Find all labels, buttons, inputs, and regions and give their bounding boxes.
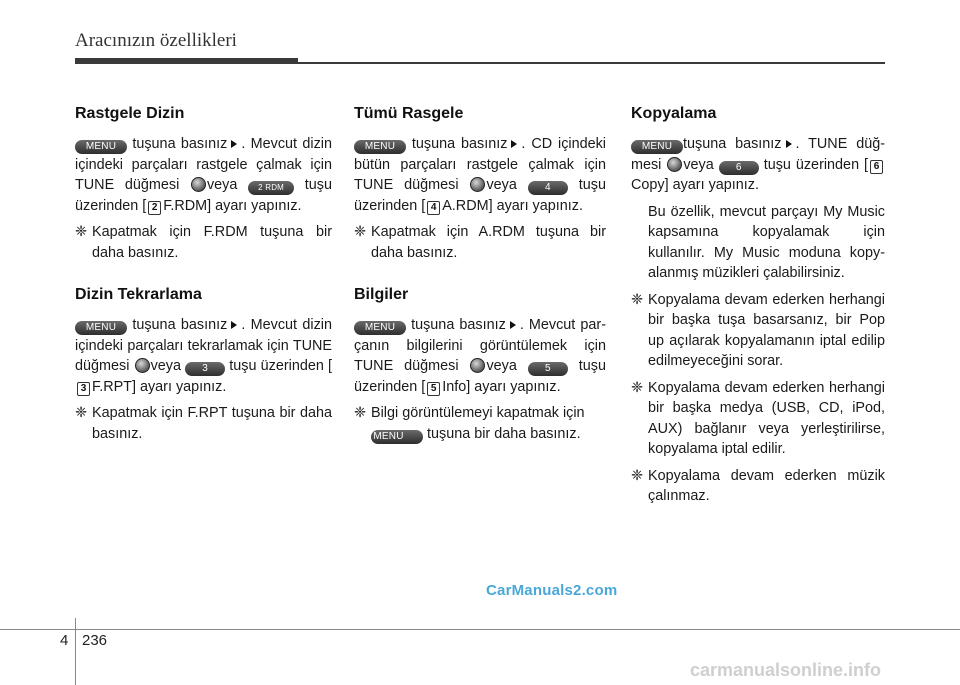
- header-rule-thin: [298, 62, 885, 64]
- heading-bilgiler: Bilgiler: [354, 286, 409, 303]
- number-box-icon: 3: [77, 382, 90, 396]
- menu-button-icon: MENU: [354, 321, 406, 335]
- footer-page-number: 236: [82, 632, 108, 649]
- number-5-button-icon: 5: [528, 362, 568, 376]
- paragraph-tumu-rasgele: MENU tuşuna basınız . CD içindeki bütün parçaları rastgele çalmak için TUNE düğmesi veya 4 tuşu üzerinden [ 4 A.RDM] ayarı yapınız.: [354, 136, 606, 214]
- tune-knob-icon: [470, 358, 485, 373]
- footer-rule: [0, 629, 960, 630]
- bullet-item: ❈ Kopyalama devam ederken herhangi bir başka medya (USB, CD, iPod, AUX) bağlanır veya yerleştirilirse, kopyalama iptal edilir.: [631, 379, 885, 457]
- menu-button-icon: MENU: [354, 140, 406, 154]
- tune-knob-icon: [470, 177, 485, 192]
- bullet-mark-icon: ❈: [631, 467, 644, 484]
- menu-button-icon: MENU: [75, 140, 127, 154]
- bullet-item: ❈ Kapatmak için F.RDM tuşuna bir daha basınız.: [75, 224, 332, 261]
- tune-knob-icon: [191, 177, 206, 192]
- play-arrow-icon: [231, 140, 237, 148]
- number-box-icon: 2: [148, 201, 161, 215]
- menu-button-icon: MENU: [371, 430, 423, 444]
- number-6-button-icon: 6: [719, 161, 759, 175]
- bullet-mark-icon: ❈: [75, 224, 88, 240]
- play-arrow-icon: [786, 140, 792, 148]
- bullet-item: ❈ Kapatmak için A.RDM tuşuna bir daha basınız.: [354, 224, 606, 261]
- header-title: Aracınızın özellikleri: [75, 30, 237, 51]
- paragraph-dizin-tekrarlama: MENU tuşuna basınız . Mevcut dizin içindeki parçaları tekrarlamak için TUNE düğmesi veya 3 tuşu üzerinden [3 F.RPT] ayarı yapınız.: [75, 317, 333, 395]
- paragraph-bilgiler: MENU tuşuna basınız . Mevcut parçanın bilgilerini görüntülemek için TUNE düğmesi veya 5 tuşu üzerinden [ 5 Info] ayarı yapınız.: [354, 317, 607, 395]
- menu-button-icon: MENU: [631, 140, 683, 154]
- rdm-button-icon: 2 RDM: [248, 181, 294, 195]
- bullet-item: ❈ Bilgi görüntülemeyi kapatmak için MENU tuşuna bir daha basınız.: [354, 405, 585, 442]
- bullet-mark-icon: ❈: [354, 405, 367, 421]
- bullet-mark-icon: ❈: [631, 379, 644, 396]
- column-1: [75, 104, 332, 450]
- play-arrow-icon: [231, 321, 237, 329]
- play-arrow-icon: [510, 321, 516, 329]
- column-3: [631, 104, 885, 513]
- bullet-mark-icon: ❈: [354, 224, 367, 240]
- bullet-mark-icon: ❈: [631, 291, 644, 308]
- bullet-item: ❈ Kopyalama devam ederken müzik çalınmaz.: [631, 467, 885, 504]
- number-box-icon: 4: [427, 201, 440, 215]
- header-rule-thick: [75, 58, 298, 64]
- bullet-item: ❈ Kopyalama devam ederken herhangi bir başka tuşa basarsanız, bir Pop up açılarak kopyalamanın iptal edilip edilmeyeceğini sorar.: [631, 291, 885, 369]
- column-2: [354, 104, 606, 450]
- heading-dizin-tekrarlama: Dizin Tekrarlama: [75, 286, 202, 303]
- menu-button-icon: MENU: [75, 321, 127, 335]
- paragraph-kopyalama: MENU tuşuna basınız . TUNE düğmesi veya 6 tuşu üzerinden [ 6Copy] ayarı yapınız.: [631, 136, 885, 193]
- bullet-item: ❈ Kapatmak için F.RPT tuşuna bir daha basınız.: [75, 405, 332, 442]
- number-box-icon: 6: [870, 160, 883, 174]
- watermark-link[interactable]: CarManuals2.com: [486, 582, 618, 599]
- paragraph-rastgele-dizin: MENU tuşuna basınız . Mevcut dizin içindeki parçaları rastgele çalmak için TUNE düğmesi veya 2 RDM tuşu üzerinden [ 2 F.RDM] ayarı yapınız.: [75, 136, 333, 214]
- footer-site-watermark: carmanualsonline.info: [690, 660, 882, 680]
- footer-divider: [75, 618, 76, 685]
- play-arrow-icon: [511, 140, 517, 148]
- tune-knob-icon: [667, 157, 682, 172]
- footer-section-number: 4: [60, 632, 69, 649]
- heading-kopyalama: Kopyalama: [631, 105, 717, 122]
- number-3-button-icon: 3: [185, 362, 225, 376]
- heading-rastgele-dizin: Rastgele Dizin: [75, 105, 185, 122]
- number-4-button-icon: 4: [528, 181, 568, 195]
- bullet-mark-icon: ❈: [75, 405, 88, 421]
- tune-knob-icon: [135, 358, 150, 373]
- number-box-icon: 5: [427, 382, 440, 396]
- heading-tumu-rasgele: Tümü Rasgele: [354, 105, 464, 122]
- paragraph-kopyalama-note: Bu özellik, mevcut parçayı My Music kapsamına kopyalamak için kullanılır. My Music moduna kopyalanmış müzikleri çalabilirsiniz.: [648, 203, 885, 281]
